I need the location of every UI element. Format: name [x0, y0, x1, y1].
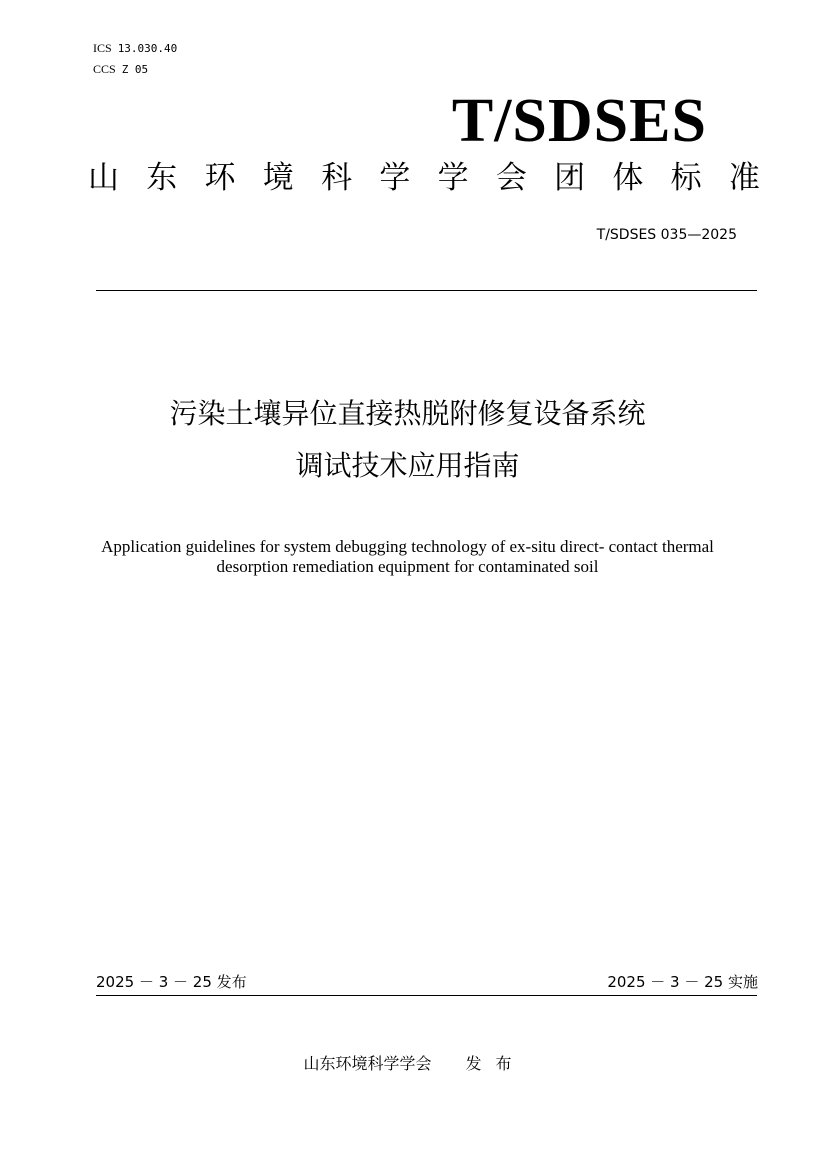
issue-char: 发 [465, 1054, 482, 1073]
org-name-char: 学 [379, 160, 411, 196]
title-en [40, 537, 775, 577]
org-name [88, 158, 760, 198]
header-divider [96, 290, 757, 291]
org-name-char: 环 [204, 160, 236, 196]
issue-char: 布 [495, 1054, 512, 1073]
publisher-name: 山东环境科学学会 [303, 1054, 432, 1073]
org-name-char: 体 [612, 160, 644, 196]
ics-label: ICS [93, 41, 112, 55]
org-name-char: 科 [321, 160, 353, 196]
ccs-label: CCS [93, 62, 116, 76]
org-name-char: 东 [146, 160, 178, 196]
ccs-code [93, 62, 148, 77]
implement-date: 2025 － 3 － 25 实施 [607, 973, 758, 991]
org-name-char: 团 [554, 160, 586, 196]
publish-date: 2025 － 3 － 25 发布 [96, 973, 247, 991]
org-name-char: 境 [262, 160, 294, 196]
title-en-line2: desorption remediation equipment for contaminated soil [216, 557, 599, 576]
org-name-char: 标 [670, 160, 702, 196]
publisher-line [0, 1053, 815, 1075]
org-code: T/SDSES [451, 87, 707, 155]
org-name-char: 学 [437, 160, 469, 196]
ics-value: 13.030.40 [117, 42, 178, 55]
org-name-char: 准 [728, 160, 760, 196]
ccs-value: Z 05 [121, 63, 149, 76]
org-name-char: 山 [88, 160, 119, 196]
footer-divider [96, 995, 757, 996]
standard-number: T/SDSES 035—2025 [596, 227, 737, 243]
title-en-line1: Application guidelines for system debugging technology of ex-situ direct- contact thermal [101, 537, 714, 556]
org-name-char: 会 [495, 160, 527, 196]
issue-label [465, 1054, 511, 1073]
title-cn-line2: 调试技术应用指南 [295, 449, 520, 482]
title-cn-line1: 污染土壤异位直接热脱附修复设备系统 [169, 397, 646, 430]
ics-code [93, 41, 177, 56]
